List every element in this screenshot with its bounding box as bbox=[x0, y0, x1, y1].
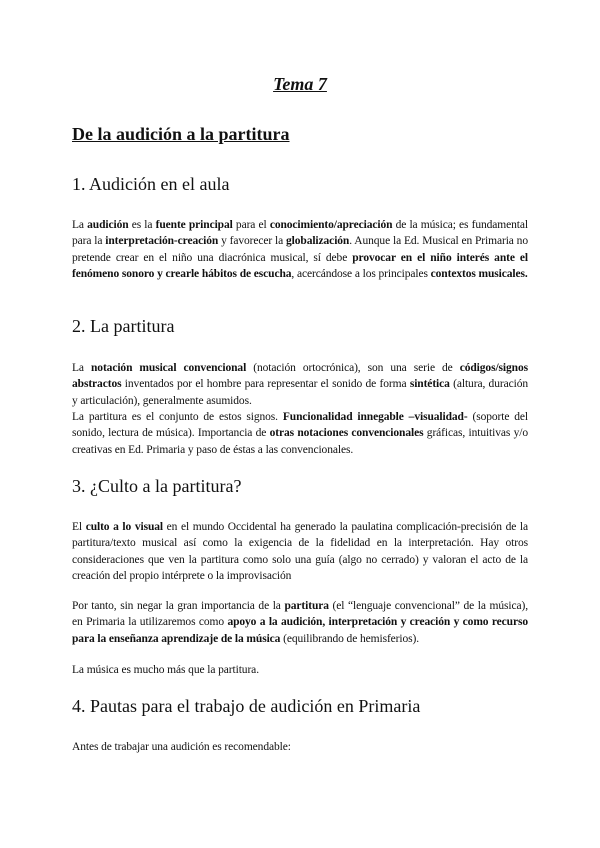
text-run: inventados por el hombre para representar el sonido de forma bbox=[121, 378, 410, 391]
text-run: (altura, duración y articulación), generalmente asumidos. bbox=[72, 378, 528, 407]
document-tema: Tema 7 bbox=[273, 74, 327, 94]
text-run: (equilibrando de hemisferios). bbox=[280, 632, 420, 645]
bold-text: provocar en el niño interés ante el fenómeno sonoro y crearle hábitos de escucha bbox=[72, 251, 528, 280]
text-run: , acercándose a los principales bbox=[291, 267, 431, 280]
section-2-paragraph-1 bbox=[72, 360, 528, 409]
bold-text: conocimiento/apreciación bbox=[269, 219, 393, 231]
text-run: y favorecer la bbox=[218, 235, 286, 248]
section-2-heading: 2. La partitura bbox=[72, 316, 175, 336]
section-1-paragraph bbox=[72, 217, 528, 282]
section-3-heading: 3. ¿Culto a la partitura? bbox=[72, 476, 242, 496]
text-run: La música es mucho más que la partitura. bbox=[72, 664, 259, 676]
bold-text: códigos/signos abstractos bbox=[72, 362, 528, 391]
text-run: Por tanto, sin negar la gran importancia de la bbox=[72, 600, 285, 612]
bold-text: culto a lo visual bbox=[85, 521, 163, 533]
bold-text: apoyo a la audición, interpretación y creación y como recurso para la enseñanza aprendizaje de la música bbox=[72, 616, 528, 645]
text-run: La bbox=[72, 219, 88, 231]
text-run: . Aunque la Ed. Musical en Primaria no pretende crear en el niño una diacrónica musical, sí debe bbox=[72, 235, 528, 264]
bold-text: interpretación-creación bbox=[105, 235, 219, 248]
section-2-paragraph-2 bbox=[72, 409, 528, 458]
text-run: gráficas, intuitivas y/o creativas en Ed. Primaria y paso de éstas a las convencionales. bbox=[72, 427, 528, 456]
text-run: La bbox=[72, 362, 91, 374]
text-run: Antes de trabajar una audición es recomendable: bbox=[72, 741, 291, 753]
section-4-heading: 4. Pautas para el trabajo de audición en Primaria bbox=[72, 696, 421, 716]
document-title: De la audición a la partitura bbox=[72, 124, 290, 144]
text-run: para el bbox=[232, 219, 270, 231]
bold-text: audición bbox=[87, 219, 129, 231]
section-4-paragraph-1 bbox=[72, 739, 528, 755]
bold-text: notación musical convencional bbox=[91, 362, 247, 374]
section-3-paragraph-2 bbox=[72, 598, 528, 647]
text-run: La partitura es el conjunto de estos signos. bbox=[72, 411, 283, 423]
bold-text: fuente principal bbox=[155, 219, 233, 231]
section-1-heading: 1. Audición en el aula bbox=[72, 174, 230, 194]
text-run: (el “lenguaje convencional” de la música), en Primaria la utilizaremos como bbox=[72, 600, 529, 629]
bold-text: Funcionalidad innegable –visualidad- bbox=[282, 411, 468, 423]
text-run: de la música; es fundamental para la bbox=[72, 219, 528, 248]
bold-text: contextos musicales. bbox=[430, 267, 528, 280]
section-3-paragraph-3 bbox=[72, 662, 528, 678]
text-run: (notación ortocrónica), son una serie de bbox=[246, 362, 460, 374]
bold-text: globalización bbox=[286, 235, 350, 248]
bold-text: sintética bbox=[409, 378, 450, 391]
section-3-paragraph-1 bbox=[72, 519, 528, 584]
text-run: es la bbox=[128, 219, 156, 231]
bold-text: otras notaciones convencionales bbox=[269, 427, 424, 440]
text-run: en el mundo Occidental ha generado la paulatina complicación-precisión de la partitura/texto musical así como la exigencia de la fidelidad en la interpretación. Hay otros consideraciones que ven la partitura como solo una guía (algo no cerrado) y valoran el acto de la creación del propio intérprete o la improvisación bbox=[72, 521, 529, 582]
text-run: (soporte del sonido, lectura de música). Importancia de bbox=[72, 411, 528, 440]
bold-text: partitura bbox=[284, 600, 329, 612]
text-run: El bbox=[72, 521, 86, 533]
